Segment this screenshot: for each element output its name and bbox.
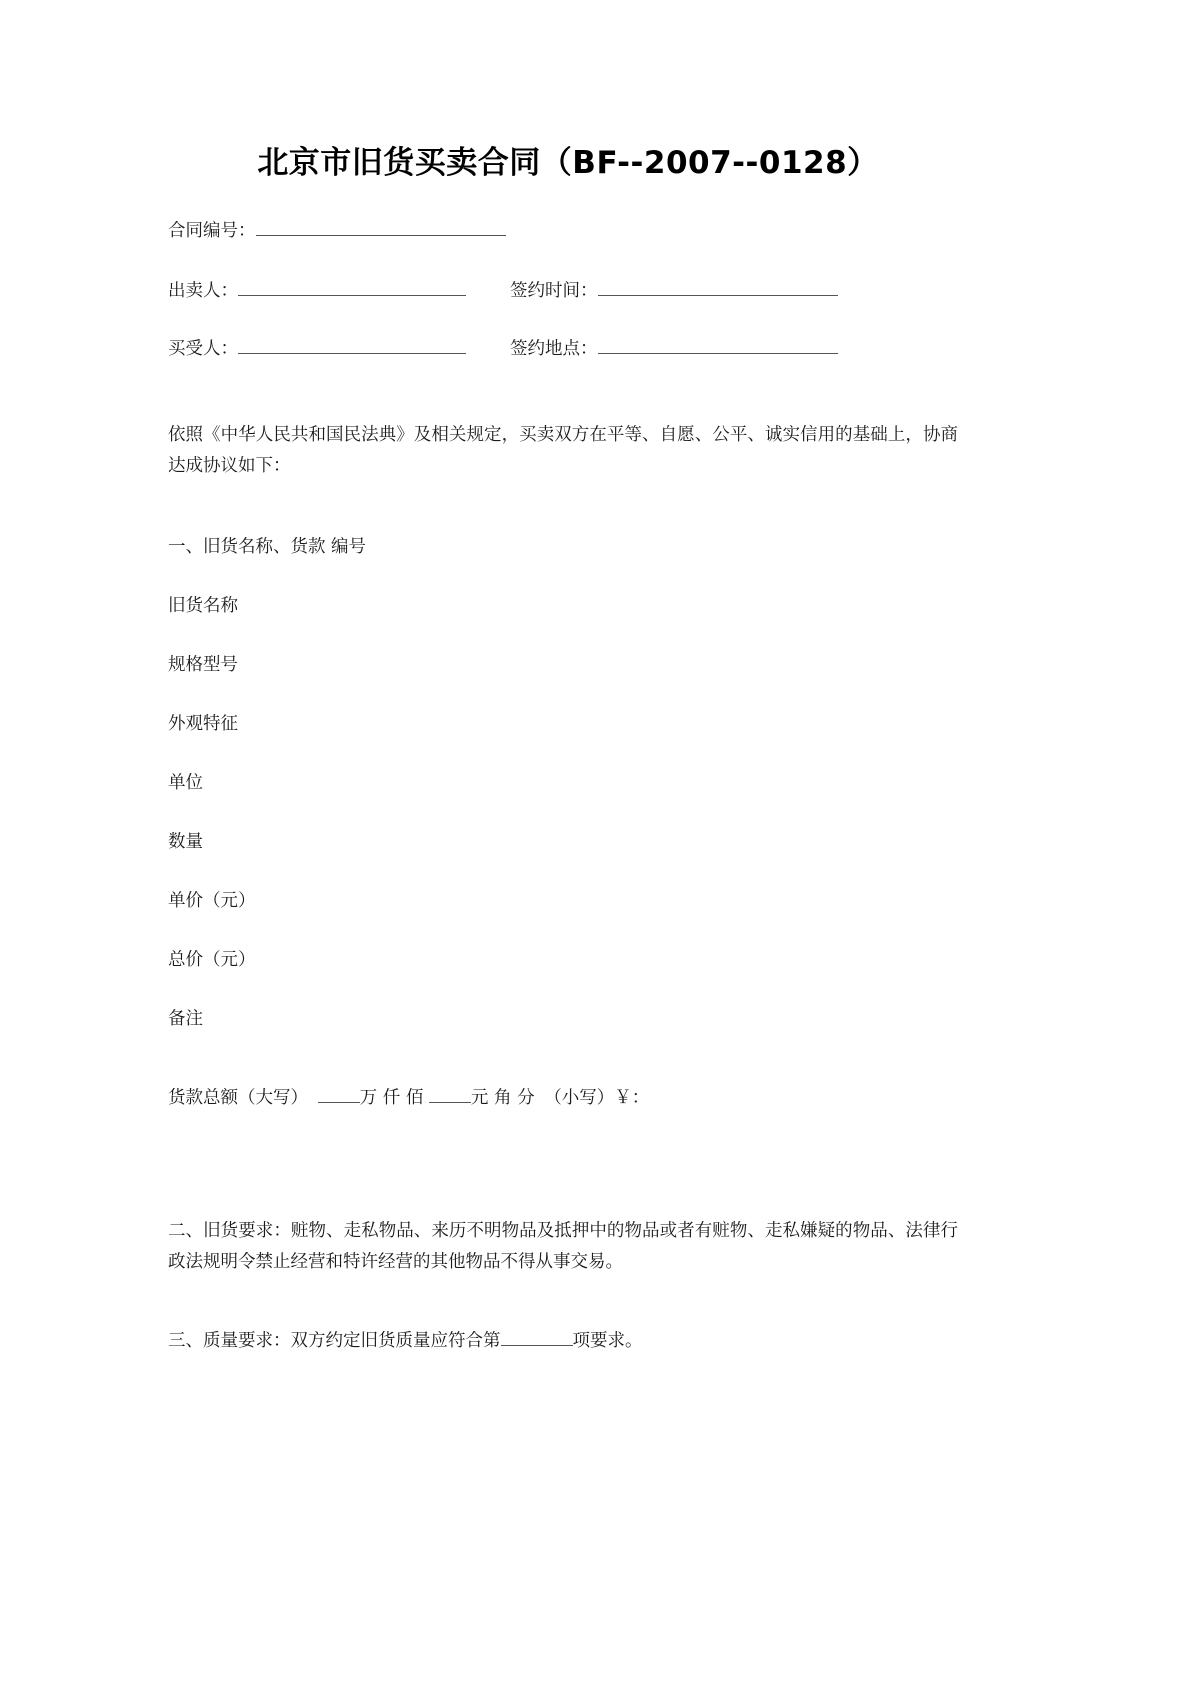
field-label-appearance: 外观特征 xyxy=(168,714,238,734)
sign-place-label: 签约地点： xyxy=(510,339,598,359)
sign-place-field xyxy=(510,336,958,362)
seller-row xyxy=(168,278,958,304)
unit-bai: 佰 xyxy=(405,1088,424,1108)
buyer-row xyxy=(168,336,958,362)
unit-jiao: 角 xyxy=(494,1088,512,1108)
sign-time-blank[interactable] xyxy=(598,278,838,296)
seller-blank[interactable] xyxy=(238,278,466,296)
seller-label: 出卖人： xyxy=(168,281,238,301)
unit-yuan: 元 xyxy=(470,1088,489,1108)
contract-number-line xyxy=(168,218,968,244)
sign-time-field xyxy=(510,278,958,304)
contract-number-blank[interactable] xyxy=(256,218,506,236)
field-label-quantity: 数量 xyxy=(168,832,203,852)
section-3-body-before: 双方约定旧货质量应符合第 xyxy=(290,1331,501,1351)
section-1-heading: 一、旧货名称、货款 编号 xyxy=(168,537,367,557)
field-label-total-price: 总价（元） xyxy=(168,950,256,970)
field-label-goods-name: 旧货名称 xyxy=(168,596,238,616)
buyer-blank[interactable] xyxy=(238,336,466,354)
buyer-field xyxy=(168,336,510,362)
total-amount-prefix: 货款总额（大写） xyxy=(168,1088,308,1108)
section-2-body: 赃物、走私物品、来历不明物品及抵押中的物品或者有赃物、走私嫌疑的物品、法律行政法规明令禁止经营和特许经营的其他物品不得从事交易。 xyxy=(168,1221,959,1272)
section-2-heading: 二、旧货要求： xyxy=(168,1221,291,1241)
field-label-remark: 备注 xyxy=(168,1009,203,1029)
section-3-paragraph xyxy=(168,1326,958,1357)
sign-time-label: 签约时间： xyxy=(510,281,598,301)
total-amount-yuan-blank[interactable] xyxy=(429,1085,471,1103)
field-label-unit: 单位 xyxy=(168,773,203,793)
buyer-label: 买受人： xyxy=(168,339,238,359)
total-amount-wan-blank[interactable] xyxy=(318,1085,360,1103)
contract-number-label: 合同编号： xyxy=(168,221,256,241)
field-label-unit-price: 单价（元） xyxy=(168,891,256,911)
seller-field xyxy=(168,278,510,304)
quality-clause-blank[interactable] xyxy=(501,1328,573,1346)
page-title: 北京市旧货买卖合同（BF--2007--0128） xyxy=(257,145,879,181)
section-3-heading: 三、质量要求： xyxy=(168,1331,291,1351)
unit-qian: 仟 xyxy=(382,1088,401,1108)
field-label-specification: 规格型号 xyxy=(168,655,238,675)
sign-place-blank[interactable] xyxy=(598,336,838,354)
section-2-paragraph xyxy=(168,1216,958,1278)
unit-wan: 万 xyxy=(359,1088,378,1108)
intro-paragraph: 依照《中华人民共和国民法典》及相关规定，买卖双方在平等、自愿、公平、诚实信用的基础上，协商达成协议如下： xyxy=(168,425,958,476)
total-amount-line xyxy=(168,1085,968,1111)
section-3-body-after: 项要求。 xyxy=(572,1331,643,1351)
total-amount-suffix: （小写）￥： xyxy=(544,1088,650,1108)
document-body xyxy=(168,0,968,1357)
unit-fen: 分 xyxy=(517,1088,535,1108)
